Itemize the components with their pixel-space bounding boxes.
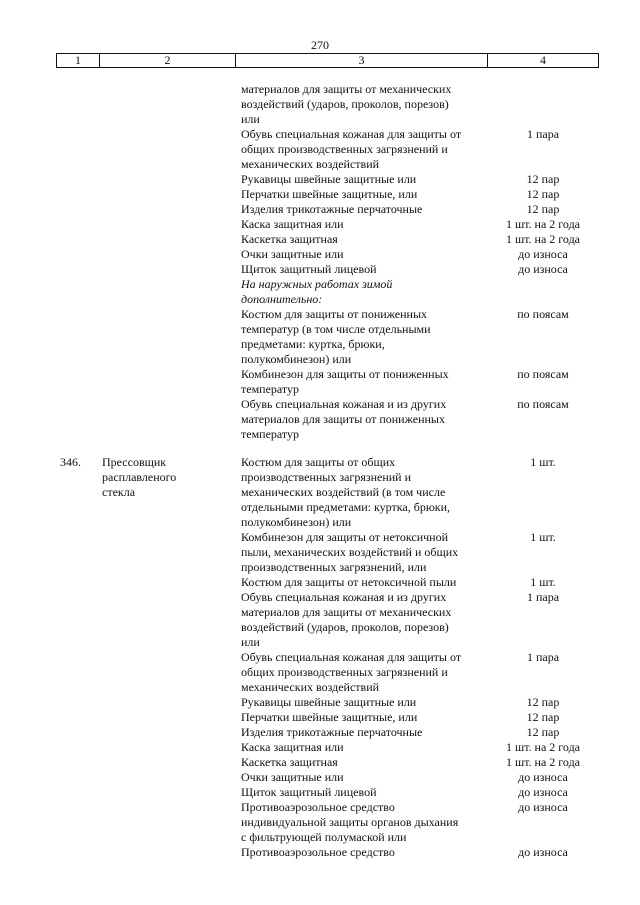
ppe-item: [241, 785, 489, 800]
ppe-item-line: Каскетка защитная: [241, 755, 338, 769]
ppe-quantity: по поясам: [517, 397, 569, 411]
ppe-quantity: до износа: [518, 800, 568, 814]
ppe-item: [241, 367, 489, 397]
table-row: [0, 262, 640, 277]
ppe-quantity: до износа: [518, 247, 568, 261]
ppe-item-line: дополнительно:: [241, 292, 323, 306]
table-row: [0, 172, 640, 187]
table-header: [56, 53, 599, 68]
ppe-item-line: Противоаэрозольное средство: [241, 800, 395, 814]
ppe-item-line: воздействий (ударов, проколов, порезов): [241, 620, 449, 634]
ppe-item-line: механических воздействий: [241, 157, 380, 171]
row-number: 346.: [60, 455, 81, 469]
table-row: [0, 455, 640, 530]
ppe-item-line: Очки защитные или: [241, 770, 344, 784]
ppe-item-line: механических воздействий: [241, 680, 380, 694]
ppe-quantity: 12 пар: [526, 172, 560, 186]
column-header-1: 1: [57, 54, 100, 67]
ppe-item: [241, 530, 489, 575]
ppe-item-line: температур (в том числе отдельными: [241, 322, 431, 336]
ppe-quantity: до износа: [518, 845, 568, 859]
ppe-item-line: Рукавицы швейные защитные или: [241, 172, 417, 186]
ppe-item-line: Комбинезон для защиты от пониженных: [241, 367, 449, 381]
ppe-item: [241, 710, 489, 725]
ppe-item: [241, 740, 489, 755]
table-row: [0, 845, 640, 860]
ppe-item: [241, 397, 489, 442]
ppe-item-line: с фильтрующей полумаской или: [241, 830, 407, 844]
table-body: [0, 82, 640, 860]
table-row: [0, 397, 640, 442]
ppe-item-line: производственных загрязнений и: [241, 470, 412, 484]
table-row: [0, 575, 640, 590]
table-row: [0, 247, 640, 262]
ppe-item-line: полукомбинезон) или: [241, 352, 352, 366]
ppe-item-line: Костюм для защиты от пониженных: [241, 307, 428, 321]
ppe-item-line: Противоаэрозольное средство: [241, 845, 395, 859]
column-header-4: 4: [540, 53, 546, 67]
ppe-item: [241, 590, 489, 650]
ppe-item-line: материалов для защиты от пониженных: [241, 412, 445, 426]
table-row: [0, 695, 640, 710]
ppe-quantity: 12 пар: [526, 187, 560, 201]
ppe-quantity: 12 пар: [526, 202, 560, 216]
ppe-item-line: предметами: куртка, брюки,: [241, 337, 385, 351]
ppe-item-line: механических воздействий (в том числе: [241, 485, 446, 499]
ppe-quantity: 1 шт.: [530, 530, 556, 544]
ppe-item-line: Обувь специальная кожаная для защиты от: [241, 127, 462, 141]
ppe-item: [241, 650, 489, 695]
column-header-2: 2: [100, 54, 236, 67]
ppe-item: [241, 770, 489, 785]
ppe-item: [241, 755, 489, 770]
table-row: [0, 307, 640, 367]
ppe-item: [241, 172, 489, 187]
table-row: [0, 217, 640, 232]
table-row: [0, 650, 640, 695]
ppe-item-line: Костюм для защиты от нетоксичной пыли: [241, 575, 457, 589]
page-number: 270: [311, 38, 329, 52]
ppe-item: [241, 695, 489, 710]
ppe-item-line: индивидуальной защиты органов дыхания: [241, 815, 459, 829]
ppe-quantity: 1 шт. на 2 года: [505, 217, 581, 231]
ppe-item-line: производственных загрязнений, или: [241, 560, 427, 574]
ppe-item-line: Рукавицы швейные защитные или: [241, 695, 417, 709]
table-row: [0, 590, 640, 650]
ppe-item: [241, 845, 489, 860]
ppe-item-line: На наружных работах зимой: [241, 277, 393, 291]
profession-line: стекла: [102, 485, 136, 499]
table-row: [0, 770, 640, 785]
ppe-item-line: отдельными предметами: куртка, брюки,: [241, 500, 451, 514]
ppe-item-line: температур: [241, 382, 300, 396]
ppe-item-line: Изделия трикотажные перчаточные: [241, 202, 423, 216]
table-row: [0, 277, 640, 307]
column-header-3: 3: [236, 54, 488, 67]
ppe-item-line: температур: [241, 427, 300, 441]
table-row: [0, 755, 640, 770]
table-row: [0, 800, 640, 845]
table-row: [0, 740, 640, 755]
table-row: [0, 725, 640, 740]
ppe-item-line: воздействий (ударов, проколов, порезов): [241, 97, 449, 111]
table-row: [0, 232, 640, 247]
ppe-quantity: по поясам: [517, 367, 569, 381]
ppe-item: [241, 262, 489, 277]
ppe-item: [241, 800, 489, 845]
ppe-quantity: 1 шт. на 2 года: [505, 755, 581, 769]
ppe-item: [241, 247, 489, 262]
ppe-item-line: пыли, механических воздействий и общих: [241, 545, 459, 559]
ppe-quantity: 1 пара: [526, 590, 560, 604]
ppe-quantity: до износа: [518, 785, 568, 799]
ppe-item: [241, 277, 489, 307]
table-row: [0, 785, 640, 800]
table-row: [0, 82, 640, 127]
ppe-item-line: Изделия трикотажные перчаточные: [241, 725, 423, 739]
ppe-item-line: материалов для защиты от механических: [241, 82, 452, 96]
table-row: [0, 367, 640, 397]
ppe-item-line: общих производственных загрязнений и: [241, 142, 448, 156]
ppe-item: [241, 82, 489, 127]
ppe-quantity: 12 пар: [526, 725, 560, 739]
ppe-quantity: 1 шт.: [530, 575, 556, 589]
ppe-item-line: Перчатки швейные защитные, или: [241, 187, 418, 201]
ppe-quantity: до износа: [518, 262, 568, 276]
ppe-quantity: 1 пара: [526, 650, 560, 664]
table-row: [0, 187, 640, 202]
ppe-quantity: 1 шт. на 2 года: [505, 232, 581, 246]
profession-line: расплавленого: [102, 470, 177, 484]
ppe-item-line: Очки защитные или: [241, 247, 344, 261]
ppe-item-line: полукомбинезон) или: [241, 515, 352, 529]
table-row: [0, 530, 640, 575]
ppe-item: [241, 187, 489, 202]
ppe-item-line: Каскетка защитная: [241, 232, 338, 246]
ppe-item-line: или: [241, 112, 260, 126]
ppe-quantity: 1 пара: [526, 127, 560, 141]
ppe-item: [241, 307, 489, 367]
ppe-item: [241, 202, 489, 217]
table-row: [0, 202, 640, 217]
ppe-item-line: Каска защитная или: [241, 740, 344, 754]
ppe-item-line: или: [241, 635, 260, 649]
ppe-quantity: до износа: [518, 770, 568, 784]
ppe-item-line: материалов для защиты от механических: [241, 605, 452, 619]
profession-name: [102, 455, 232, 500]
ppe-item-line: Комбинезон для защиты от нетоксичной: [241, 530, 449, 544]
table-row: [0, 710, 640, 725]
ppe-quantity: 1 шт. на 2 года: [505, 740, 581, 754]
ppe-item: [241, 455, 489, 530]
ppe-item: [241, 127, 489, 172]
ppe-item: [241, 217, 489, 232]
profession-line: Прессовщик: [102, 455, 167, 469]
ppe-item-line: Перчатки швейные защитные, или: [241, 710, 418, 724]
ppe-item-line: Обувь специальная кожаная и из других: [241, 397, 447, 411]
table-row: [0, 127, 640, 172]
ppe-quantity: 1 шт.: [530, 455, 556, 469]
ppe-item-line: Обувь специальная кожаная для защиты от: [241, 650, 462, 664]
ppe-item-line: общих производственных загрязнений и: [241, 665, 448, 679]
ppe-quantity: по поясам: [517, 307, 569, 321]
ppe-quantity: 12 пар: [526, 695, 560, 709]
ppe-item-line: Щиток защитный лицевой: [241, 785, 377, 799]
ppe-item-line: Щиток защитный лицевой: [241, 262, 377, 276]
ppe-item-line: Обувь специальная кожаная и из других: [241, 590, 447, 604]
ppe-item: [241, 725, 489, 740]
ppe-item: [241, 575, 489, 590]
ppe-item: [241, 232, 489, 247]
ppe-quantity: 12 пар: [526, 710, 560, 724]
ppe-item-line: Каска защитная или: [241, 217, 344, 231]
ppe-item-line: Костюм для защиты от общих: [241, 455, 396, 469]
